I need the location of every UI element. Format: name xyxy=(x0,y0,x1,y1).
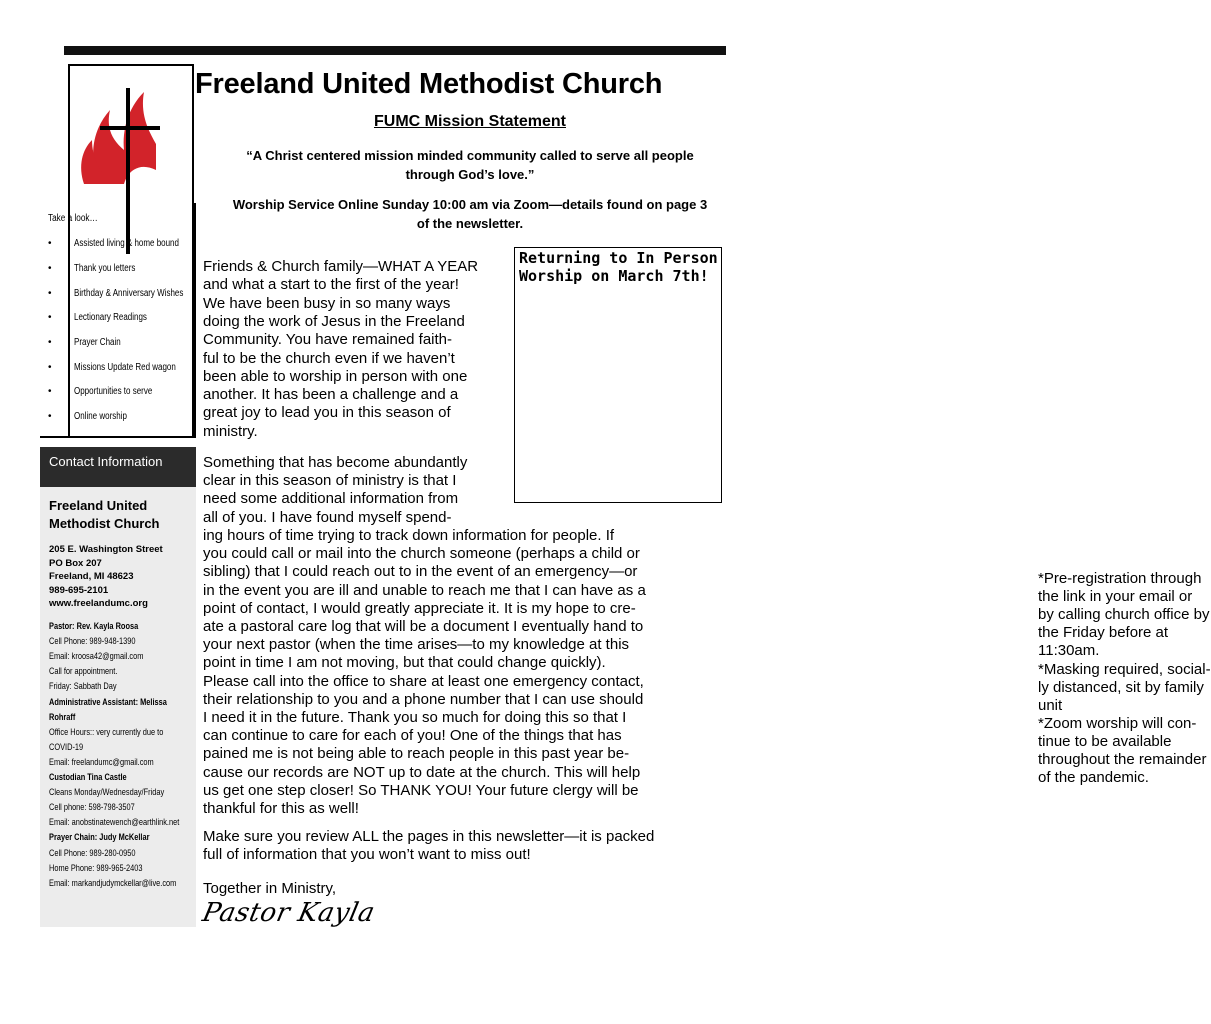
letter-line: full of information that you won’t want to miss out! xyxy=(203,846,531,864)
page-title: Freeland United Methodist Church xyxy=(195,68,663,100)
letter-line: thankful for this as well! xyxy=(203,800,359,817)
look-item-label: Online worship xyxy=(74,411,127,422)
address-line: PO Box 207 xyxy=(49,557,102,569)
look-item: • Assisted living & home bound xyxy=(48,238,179,249)
worship-notice xyxy=(195,195,745,233)
mission-line: “A Christ centered mission minded community called to serve all people xyxy=(246,148,694,163)
letter-line: and what a start to the first of the year! xyxy=(203,276,459,294)
returning-title-line: Returning to In Person xyxy=(519,249,718,267)
letter-line: ministry. xyxy=(203,422,258,440)
church-name xyxy=(49,497,189,533)
returning-line: *Masking required, social- xyxy=(1038,660,1211,678)
returning-title xyxy=(519,249,718,285)
returning-line: tinue to be available xyxy=(1038,732,1172,750)
worship-line: Worship Service Online Sunday 10:00 am via Zoom—details found on page 3 xyxy=(232,197,708,212)
website-link[interactable]: www.freelandumc.org xyxy=(49,598,148,610)
returning-line: the link in your email or xyxy=(1038,588,1193,606)
look-item: • Thank you letters xyxy=(48,263,136,274)
contact-line: Cell Phone: 989-948-1390 xyxy=(49,636,136,648)
mission-heading: FUMC Mission Statement xyxy=(373,113,566,130)
header-rule xyxy=(64,46,726,55)
contact-line: Cell Phone: 989-280-0950 xyxy=(49,847,136,859)
returning-line: the Friday before at xyxy=(1038,624,1169,642)
returning-line: of the pandemic. xyxy=(1038,769,1149,787)
church-address xyxy=(49,543,163,611)
contact-line: Call for appointment. xyxy=(49,666,118,678)
letter-line: Community. You have remained faith- xyxy=(203,331,453,349)
contact-line: Email: freelandumc@gmail.com xyxy=(49,756,154,768)
letter-line: Friends & Church family—WHAT A YEAR xyxy=(203,258,479,275)
letter-line: pained me is not being able to reach people in this past year be- xyxy=(203,745,630,763)
letter-line: I need it in the future. Thank you so much for doing this so that I xyxy=(203,709,627,726)
letter-line: need some additional information from xyxy=(203,490,459,508)
returning-title-line: Worship on March 7th! xyxy=(519,267,709,285)
letter-line: great joy to lead you in this season of xyxy=(203,404,451,422)
returning-line: *Zoom worship will con- xyxy=(1038,714,1197,732)
contact-line: Prayer Chain: Judy McKellar xyxy=(49,832,150,844)
look-item-label: Missions Update Red wagon xyxy=(74,362,176,373)
take-a-look-title: Take a look… xyxy=(48,213,98,224)
letter-line: sibling) that I could reach out to in the event of an emergency—or xyxy=(203,563,638,581)
contact-line: Custodian Tina Castle xyxy=(49,772,127,783)
letter-line: point in time I am not moving, but that could change quickly). xyxy=(203,654,606,672)
worship-line: of the newsletter. xyxy=(416,216,524,231)
letter-line: ate a pastoral care log that will be a document I eventually hand to xyxy=(203,618,644,635)
look-item-label: Opportunities to serve xyxy=(74,386,153,397)
returning-line: 11:30am. xyxy=(1038,642,1100,660)
letter-line: been able to worship in person with one xyxy=(203,367,468,385)
contact-line: Rohraff xyxy=(49,711,76,723)
contact-line: COVID-19 xyxy=(49,741,84,753)
address-line: Freeland, MI 48623 xyxy=(49,571,134,583)
look-item: • Missions Update Red wagon xyxy=(48,362,176,373)
letter-line: their relationship to you and a phone number that I can use should xyxy=(203,690,644,708)
letter-line: in the event you are ill and unable to reach me that I can have as a xyxy=(203,581,646,599)
letter-line: ful to be the church even if we haven’t xyxy=(203,349,455,367)
letter-closing: Together in Ministry, xyxy=(203,880,337,897)
letter-line: doing the work of Jesus in the Freeland xyxy=(203,312,465,330)
contact-line: Friday: Sabbath Day xyxy=(49,681,117,693)
contact-line: Pastor: Rev. Kayla Roosa xyxy=(49,621,139,632)
contact-line: Office Hours:: very currently due to xyxy=(49,726,164,738)
look-item-label: Assisted living & home bound xyxy=(74,238,179,249)
look-item-label: Thank you letters xyxy=(74,263,136,274)
contact-line: Cleans Monday/Wednesday/Friday xyxy=(49,787,165,799)
phone-number: 989-695-2101 xyxy=(49,584,109,596)
letter-line: ing hours of time trying to track down information for people. If xyxy=(203,527,615,544)
look-item: • Online worship xyxy=(48,411,127,422)
contact-line: Email: kroosa42@gmail.com xyxy=(49,651,144,663)
look-item: • Opportunities to serve xyxy=(48,386,153,397)
returning-line: throughout the remainder xyxy=(1038,751,1207,768)
returning-line: unit xyxy=(1038,696,1063,714)
address-line: 205 E. Washington Street xyxy=(49,544,163,555)
look-item-label: Lectionary Readings xyxy=(74,312,147,323)
mission-statement xyxy=(195,146,745,184)
letter-line: We have been busy in so many ways xyxy=(203,294,451,312)
look-item: • Birthday & Anniversary Wishes xyxy=(48,288,184,299)
returning-line: *Pre-registration through xyxy=(1038,570,1202,587)
look-item-label: Birthday & Anniversary Wishes xyxy=(74,288,184,299)
letter-line: Something that has become abundantly xyxy=(203,454,468,471)
letter-line: Make sure you review ALL the pages in this newsletter—it is packed xyxy=(203,828,655,845)
letter-line: can continue to care for each of you! One of the things that has xyxy=(203,727,622,745)
letter-line: Please call into the office to share at least one emergency contact, xyxy=(203,672,644,690)
contact-header: Contact Information xyxy=(40,447,196,487)
contact-line: Email: anobstinatewench@earthlink.net xyxy=(49,817,180,829)
letter-line: us get one step closer! So THANK YOU! Your future clergy will be xyxy=(203,781,639,799)
church-name-line: Methodist Church xyxy=(49,516,160,531)
contact-line: Home Phone: 989-965-2403 xyxy=(49,862,143,874)
letter-line: cause our records are NOT up to date at the church. This will help xyxy=(203,763,641,781)
look-item-label: Prayer Chain xyxy=(74,337,121,348)
returning-line: ly distanced, sit by family xyxy=(1038,678,1204,696)
contact-line: Administrative Assistant: Melissa xyxy=(49,696,167,708)
letter-line: point of contact, I would greatly appreciate it. It is my hope to cre- xyxy=(203,599,636,617)
returning-worship-box xyxy=(514,247,722,503)
contact-line: Email: markandjudymckellar@live.com xyxy=(49,877,177,889)
letter-line: another. It has been a challenge and a xyxy=(203,386,459,404)
look-item: • Prayer Chain xyxy=(48,337,121,348)
letter-line: your next pastor (when the time arises—to my knowledge at this xyxy=(203,636,630,654)
letter-line: all of you. I have found myself spend- xyxy=(203,508,452,526)
pastor-signature: Pastor Kayla xyxy=(199,898,378,928)
contact-line: Cell phone: 598-798-3507 xyxy=(49,802,135,814)
look-item: • Lectionary Readings xyxy=(48,312,147,323)
mission-line: through God’s love.” xyxy=(405,167,535,182)
letter-line: clear in this season of ministry is that I xyxy=(203,472,457,490)
church-name-line: Freeland United xyxy=(49,498,148,513)
letter-line: you could call or mail into the church someone (perhaps a child or xyxy=(203,545,640,563)
returning-line: by calling church office by xyxy=(1038,606,1210,624)
